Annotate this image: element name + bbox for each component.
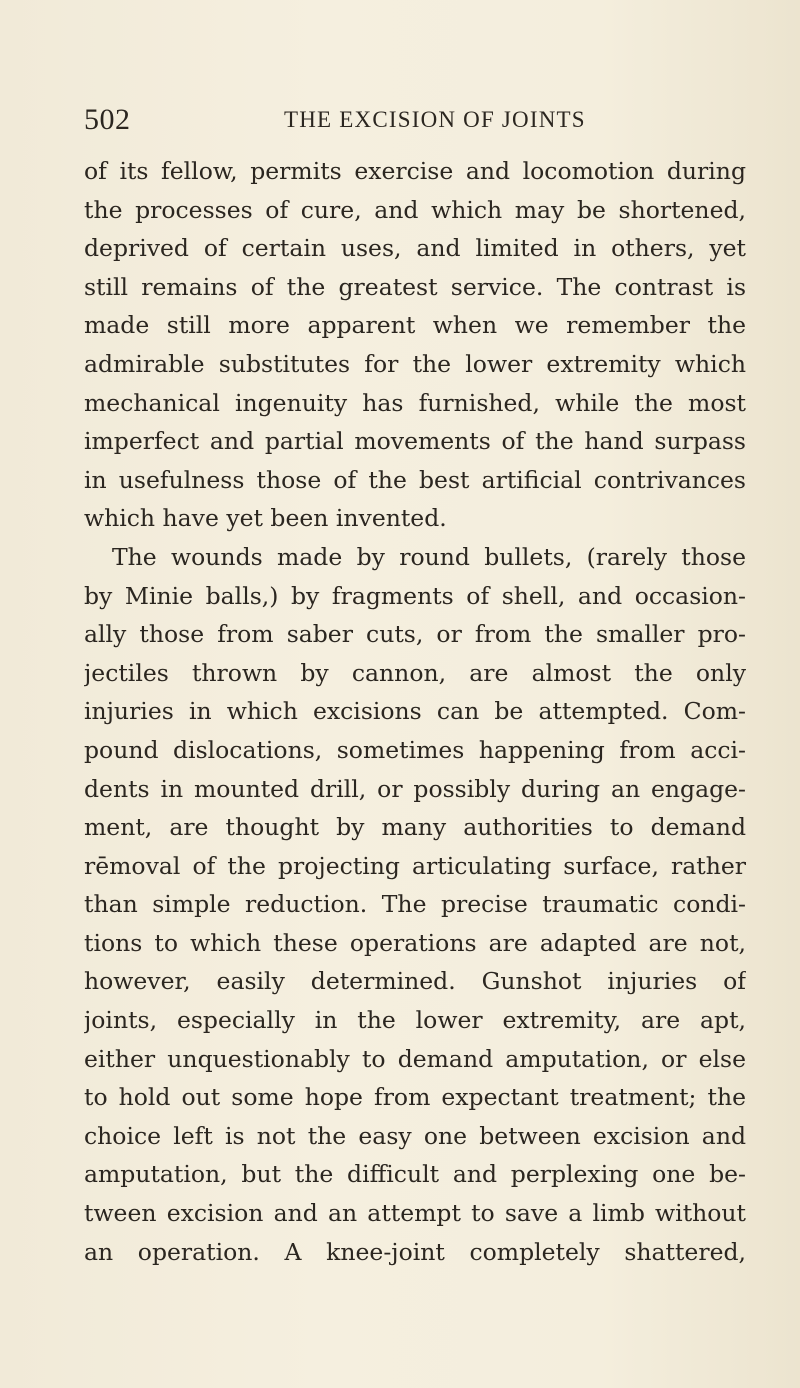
text-line: made still more apparent when we remember the bbox=[84, 311, 746, 340]
text-line: which have yet been invented. bbox=[84, 504, 447, 533]
text-line: in usefulness those of the best artificial contrivances bbox=[84, 465, 746, 494]
text-line: the processes of cure, and which may be shortened, bbox=[84, 195, 746, 224]
text-line: jectiles thrown by cannon, are almost the only bbox=[84, 658, 746, 687]
text-line: of its fellow, permits exercise and locomotion during bbox=[84, 157, 746, 185]
text-line: either unquestionably to demand amputation, or else bbox=[84, 1044, 746, 1073]
text-line: tween excision and an attempt to save a limb without bbox=[84, 1199, 746, 1228]
text-line: ment, are thought by many authorities to demand bbox=[84, 813, 746, 842]
page-number: 502 bbox=[84, 103, 131, 136]
paragraph-start-line: The wounds made by round bullets, (rarely those bbox=[112, 542, 746, 571]
text-line: injuries in which excisions can be attempted. Com- bbox=[84, 697, 746, 726]
text-line: choice left is not the easy one between excision and bbox=[84, 1121, 746, 1150]
page-header bbox=[84, 103, 744, 143]
text-line: imperfect and partial movements of the hand surpass bbox=[84, 427, 746, 456]
text-line: dents in mounted drill, or possibly during an engage- bbox=[84, 774, 746, 803]
text-line: still remains of the greatest service. The contrast is bbox=[84, 272, 746, 301]
text-line: ally those from saber cuts, or from the smaller pro- bbox=[84, 620, 746, 649]
text-line: rēmoval of the projecting articulating surface, rather bbox=[84, 851, 746, 880]
text-line: an operation. A knee-joint completely shattered, bbox=[84, 1237, 746, 1266]
text-line: mechanical ingenuity has furnished, while the most bbox=[84, 388, 746, 417]
running-head: THE EXCISION OF JOINTS bbox=[284, 107, 586, 132]
text-line: joints, especially in the lower extremity, are apt, bbox=[84, 1006, 746, 1035]
text-line: amputation, but the difficult and perplexing one be- bbox=[84, 1160, 746, 1189]
text-line: than simple reduction. The precise traumatic condi- bbox=[84, 890, 746, 919]
text-line: by Minie balls,) by fragments of shell, and occasion- bbox=[84, 581, 746, 610]
text-line: however, easily determined. Gunshot injuries of bbox=[84, 967, 746, 996]
text-line: tions to which these operations are adapted are not, bbox=[84, 928, 746, 957]
text-line: admirable substitutes for the lower extremity which bbox=[84, 349, 746, 378]
body-text bbox=[84, 152, 746, 1271]
text-line: deprived of certain uses, and limited in others, yet bbox=[84, 234, 746, 263]
text-line: pound dislocations, sometimes happening from acci- bbox=[84, 735, 746, 764]
text-line: to hold out some hope from expectant treatment; the bbox=[84, 1083, 746, 1112]
